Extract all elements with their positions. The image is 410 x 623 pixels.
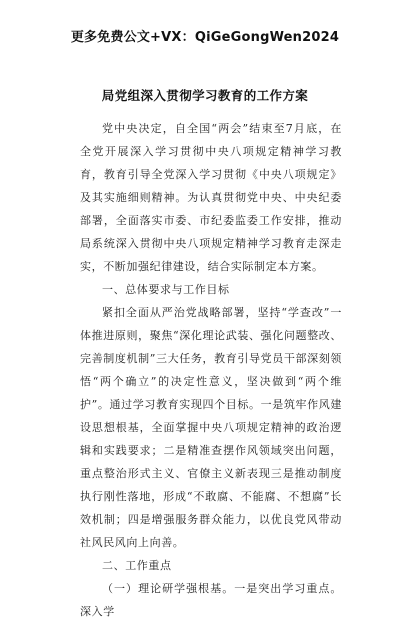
document-body	[80, 117, 342, 623]
watermark-text: 更多免费公文+VX：QiGeGongWen2024	[70, 30, 340, 45]
document-title: 局党组深入贯彻学习教育的工作方案	[101, 88, 309, 103]
intro-paragraph: 党中央决定，自全国“两会”结束至7月底，在全党开展深入学习贯彻中央八项规定精神学习教育，教育引导全党深入学习贯彻《中央八项规定》及其实施细则精神。为认真贯彻党中央、中央纪委部署，全面落实市委、市纪委监委工作安排，推动局系统深入贯彻中央八项规定精神学习教育走深走实，不断加强纪律建设，结合实际制定本方案。	[80, 122, 342, 273]
section-heading-1: 一、总体要求与工作目标	[102, 283, 230, 296]
section-1-paragraph: 紧扣全面从严治党战略部署，坚持“学查改”一体推进原则，聚焦“深化理论武装、强化问题整改、完善制度机制”三大任务，教育引导党员干部深刻领悟“两个确立”的决定性意义，坚决做到“两个维护”。通过学习教育实现四个目标。一是筑牢作风建设思想根基，全面掌握中央八项规定精神的政治逻辑和实践要求；二是精准查摆作风领域突出问题，重点整治形式主义、官僚主义新表现三是推动制度执行刚性落地，形成“不敢腐、不能腐、不想腐”长效机制；四是增强服务群众能力，以优良党风带动社风民风向上向善。	[80, 306, 342, 549]
section-heading-2: 二、工作重点	[102, 559, 172, 572]
subsection-paragraph: （一）理论研学强根基。一是突出学习重点。深入学	[80, 582, 342, 618]
